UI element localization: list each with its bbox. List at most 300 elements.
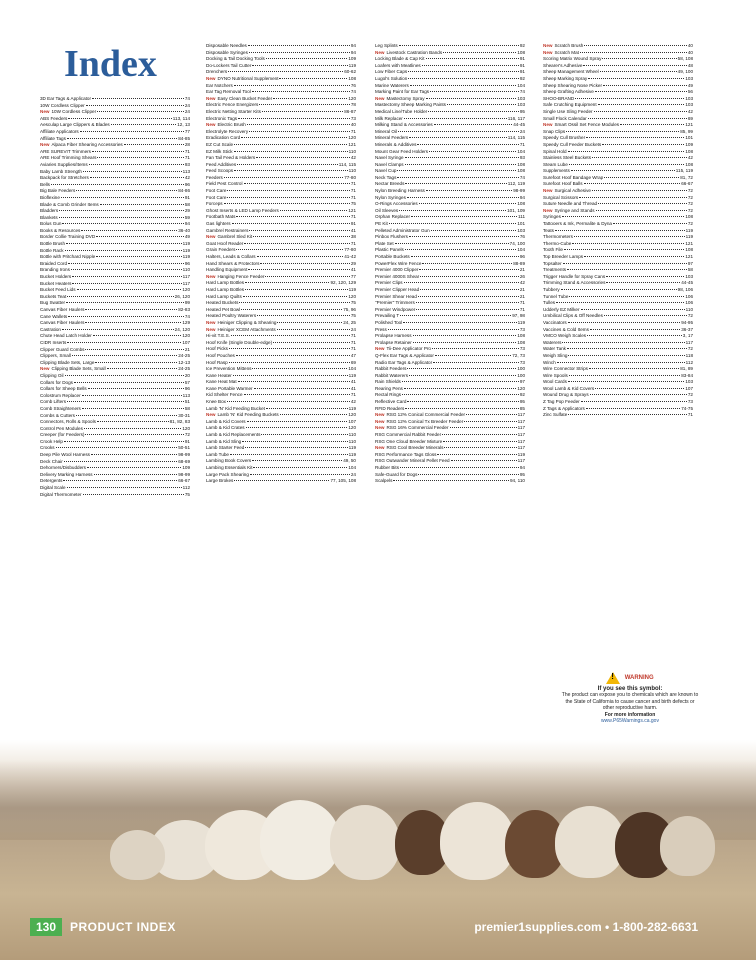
entry-name: Nectar Breeds [375,181,405,187]
leader-dots [80,131,184,132]
new-badge: New [543,43,553,48]
index-entry [375,412,525,419]
index-entry [40,116,190,123]
index-entry [40,347,190,354]
entry-page: 117 [685,339,693,345]
entry-name: Branding Irons [40,267,70,273]
index-entry [40,478,190,485]
prop65-warning [560,672,700,724]
entry-name: Mastectomy Spray [386,95,425,101]
leader-dots [442,434,517,435]
entry-page: 81, 72 [680,174,693,180]
leader-dots [92,98,184,99]
entry-page: 110 [685,306,693,312]
entry-name: Bottle with Pritchard Nipple [40,254,96,260]
index-entry [206,43,356,50]
leader-dots [405,183,506,184]
index-entry [543,214,693,221]
leader-dots [82,395,182,396]
index-entry [543,280,693,287]
entry-page: 38 [350,234,356,240]
leader-dots [92,151,184,152]
index-entry [206,379,356,386]
leader-dots [97,111,184,112]
leader-dots [398,131,519,132]
index-entry [375,425,525,432]
leader-dots [273,342,350,343]
entry-page: 95 [519,108,525,114]
entry-name: Aviaries Supplies/Items [40,161,88,167]
index-column-4 [543,43,693,419]
leader-dots [236,355,350,356]
index-entry [206,340,356,347]
leader-dots [409,137,507,138]
new-badge: New [543,207,553,213]
entry-name: Thermometers [543,234,573,240]
index-entry [375,175,525,182]
entry-name: Ice Prevention Mittens [206,366,252,372]
entry-name: Books & Resources [40,227,81,233]
leader-dots [245,289,348,290]
leader-dots [238,118,350,119]
entry-page: 119 [348,405,356,411]
leader-dots [402,381,519,382]
leader-dots [100,204,184,205]
entry-page: 112 [182,485,190,491]
index-entry [206,175,356,182]
index-column-3 [375,43,525,485]
index-entry [375,109,525,116]
leader-dots [72,276,182,277]
leader-dots [253,467,347,468]
entry-name: Orphan Replacer [375,214,410,220]
leader-dots [257,256,344,257]
entry-page: 121 [348,141,356,147]
leader-dots [85,434,183,435]
leader-dots [252,368,347,369]
index-entry [375,254,525,261]
entry-name: EZ Milk Stick [206,148,233,154]
leader-dots [588,118,687,119]
leader-dots [588,78,684,79]
index-entry [543,50,693,57]
leader-dots [224,203,350,204]
page-number-badge: 130 [30,918,62,936]
leader-dots [606,282,680,283]
leader-dots [63,480,177,481]
index-entry [375,465,525,472]
entry-page: 117 [517,412,525,418]
leader-dots [244,243,350,244]
entry-name: Premier Clipper Head [375,286,420,292]
entry-page: 51 [184,399,190,405]
index-entry [206,478,356,485]
entry-page: 98-99 [178,471,190,477]
index-entry [543,373,693,380]
entry-name: Drenchers [206,69,228,75]
leader-dots [245,282,329,283]
new-badge: New [40,109,50,115]
index-entry [375,340,525,347]
index-entry [543,228,693,235]
entry-page: 99 [184,300,190,306]
leader-dots [579,197,687,198]
entry-page: 77-80 [344,247,356,253]
leader-dots [76,190,177,191]
leader-dots [59,217,184,218]
entry-page: 75 [350,201,356,207]
entry-page: 66-67 [178,478,190,484]
entry-name: Z Tag Pop Feeder [543,399,580,405]
index-entry [206,472,356,479]
entry-page: 119 [517,319,525,325]
index-entry [543,221,693,228]
entry-name: Canvas Fiber Haulers [40,320,85,326]
index-entry [375,261,525,268]
leader-dots [66,243,182,244]
entry-name: Locking Blade & Cap Kit [375,56,425,62]
index-entry [375,162,525,169]
entry-name: Bioflexine [40,194,60,200]
index-entry [543,188,693,195]
leader-dots [416,309,519,310]
index-entry [206,307,356,314]
entry-name: Rabbit Waterers [375,372,409,378]
new-badge: New [375,445,385,451]
leader-dots [447,104,516,105]
leader-dots [404,388,516,389]
index-entry [543,175,693,182]
warning-body: The product can expose you to chemicals which are known to the State of California to cause cancer and birth defects or other reproductive harm. [561,692,699,712]
entry-name: Weigh Sling [543,352,568,358]
entry-name: Ear Notchers [206,82,233,88]
entry-name: Z Tags & Applicators [543,405,585,411]
entry-page: 3, 17 [682,333,693,339]
entry-page: 20 [184,372,190,378]
leader-dots [569,375,680,376]
entry-page: 85 [519,405,525,411]
leader-dots [259,104,350,105]
index-entry [206,247,356,254]
entry-name: Do-Lockers Tail Cutter [206,62,252,68]
entry-name: O-Rings Accessories [375,201,418,207]
entry-page: 24, 120 [174,326,190,332]
entry-name: Collars for Dogs [40,379,73,385]
index-entry [375,320,525,327]
entry-name: Eradication Cord [206,135,241,141]
entry-page: 108 [685,214,693,220]
index-entry [40,300,190,307]
index-entry [375,76,525,83]
entry-name: Syringe and Stands [554,207,595,213]
entry-page: 111 [518,214,525,220]
entry-name: Topsalter [543,260,562,266]
index-entry [543,83,693,90]
index-entry [40,241,190,248]
index-entry [40,162,190,169]
index-entry [206,76,356,83]
entry-name: Digital Scale [40,485,66,491]
leader-dots [571,170,675,171]
entry-name: RSG 16% Commercial Feeder [386,425,449,431]
entry-name: Marine Waterers [375,82,409,88]
leader-dots [68,316,184,317]
index-entry [206,333,356,340]
entry-name: Kane Heater [206,372,232,378]
entry-page: 92, 120, 129 [330,280,356,286]
leader-dots [82,408,184,409]
entry-name: Heated Poultry Waterers [206,313,257,319]
leader-dots [595,91,687,92]
entry-name: Clipping Blade Sets, Small [51,366,106,372]
index-entry [40,386,190,393]
entry-name: Steam Lube [543,161,568,167]
entry-name: Lambing Book Covers [206,458,252,464]
leader-dots [234,170,348,171]
entry-name: Bucket Holders [40,274,72,280]
index-entry [40,136,190,143]
entry-name: Pinbox Flushers [375,234,408,240]
entry-name: Deep Pile Wool Harness [40,452,90,458]
leader-dots [91,454,177,455]
entry-page: 76 [350,82,356,88]
entry-name: Heated Pet Bowl [206,306,241,312]
entry-name: Scratch Mat [554,49,579,55]
index-entry [543,168,693,175]
entry-page: 91 [350,221,356,227]
warning-link[interactable]: www.P65Warnings.ca.gov [601,718,659,725]
entry-name: Crooks [40,445,55,451]
index-entry [206,221,356,228]
index-entry [40,314,190,321]
entry-page: 75 [350,313,356,319]
leader-dots [234,85,350,86]
leader-dots [248,269,350,270]
new-badge: New [206,75,216,81]
entry-page: 107 [685,385,693,391]
index-entry [375,149,525,156]
index-entry [543,69,693,76]
index-entry [543,346,693,353]
entry-name: Lamb 'N' Kid Feeding Buckets [217,412,279,418]
index-entry [40,373,190,380]
entry-page: 72 [687,346,693,352]
leader-dots [568,381,684,382]
index-entry [206,208,356,215]
entry-name: Prolapse Retainer [375,339,412,345]
footer-section-label: PRODUCT INDEX [70,920,176,934]
leader-dots [592,190,687,191]
entry-page: 40 [687,49,693,55]
leader-dots [238,381,350,382]
leader-dots [111,124,177,125]
entry-page: 94-95 [681,319,693,325]
leader-dots [262,111,343,112]
leader-dots [596,210,687,211]
entry-name: Marking Paint for Ear Tags [375,89,430,95]
entry-page: 119 [182,241,190,247]
entry-name: Lamb 'N' Kid Feeding Bucket [206,405,265,411]
entry-page: 71 [519,306,525,312]
leader-dots [399,210,506,211]
entry-page: 85, 99 [680,128,693,134]
entry-name: Surefoot Hoof Balls [543,181,583,187]
leader-dots [266,58,348,59]
leader-dots [89,164,184,165]
entry-name: Udderly EZ Milker [543,306,580,312]
entry-page: 104 [348,366,356,372]
new-badge: New [40,366,50,372]
index-entry [206,353,356,360]
entry-name: Backpack for Stretchers [40,175,89,181]
entry-name: Sheep Management Wheel [543,69,599,75]
index-entry [206,89,356,96]
leader-dots [594,111,687,112]
index-entry [40,109,190,116]
index-entry [543,162,693,169]
leader-dots [416,302,519,303]
index-entry [543,201,693,208]
index-entry [40,96,190,103]
index-entry [206,83,356,90]
entry-name: Aesculap Large Clippers & Blades [40,122,110,128]
entry-name: Hard Lamp Bottles [206,286,245,292]
entry-name: Disposable Needles [206,43,247,48]
leader-dots [248,45,350,46]
entry-name: Shearer's Adhesive [543,62,583,68]
entry-name: Rubber Bits [375,465,400,470]
entry-name: Disposable Syringes [206,49,248,55]
leader-dots [64,461,178,462]
entry-page: 94 [350,49,356,55]
index-entry [375,458,525,465]
entry-page: 103 [685,102,693,108]
index-entry [40,399,190,406]
index-entry [40,208,190,215]
entry-name: Lamb & Kid Crates [206,425,245,431]
entry-name: Detergents [40,478,63,484]
index-entry [375,379,525,386]
leader-dots [408,71,519,72]
leader-dots [407,401,518,402]
index-entry [375,135,525,142]
entry-name: Bug Swatter [40,300,66,306]
entry-name: PE Kit [375,221,388,227]
entry-name: Nylon Syringes [375,194,406,200]
entry-name: Wire Connector Strips [543,366,588,372]
leader-dots [242,441,347,442]
entry-page: 29 [184,208,190,214]
index-entry [543,294,693,301]
index-entry [206,155,356,162]
entry-page: 112 [685,359,693,365]
entry-name: Leg Splints [375,43,398,48]
entry-page: 24, 25 [343,319,356,325]
entry-name: Lugol's Solution [375,75,408,81]
leader-dots [67,138,177,139]
entry-page: 42 [519,280,525,286]
new-badge: New [375,412,385,418]
index-entry [40,459,190,466]
entry-name: Baby Lamb Strength [40,168,82,174]
entry-page: 72 [687,313,693,319]
index-entry [40,142,190,149]
index-entry [40,287,190,294]
leader-dots [227,190,349,191]
entry-name: Grain Feeders [206,247,236,253]
index-entry [375,241,525,248]
index-entry [206,274,356,281]
entry-page: 110 [348,438,356,444]
entry-name: Combs & Cutters [40,412,75,418]
index-entry [543,109,693,116]
entry-name: Tii-Dee Applicator Pro [386,346,431,352]
entry-page: 44-45 [681,280,693,286]
entry-page: 121 [348,207,356,213]
index-entry [375,353,525,360]
entry-page: 42 [350,399,356,405]
leader-dots [51,184,184,185]
index-entry [543,320,693,327]
index-entry [375,333,525,340]
sheep-image [440,802,515,880]
leader-dots [443,441,517,442]
entry-page: 57 [184,379,190,385]
footer-website[interactable]: premier1supplies.com • 1-800-282-6631 [474,920,698,934]
leader-dots [429,151,516,152]
entry-page: 98-99 [513,188,525,194]
index-entry [206,346,356,353]
leader-dots [245,447,347,448]
entry-name: Surgical Scissors [543,194,579,200]
leader-dots [413,342,517,343]
entry-page: 73 [350,115,356,121]
leader-dots [584,183,681,184]
leader-dots [402,394,519,395]
index-entry [543,149,693,156]
entry-page: 96 [184,386,190,392]
entry-name: Pelleted Administrator Gun [375,227,430,233]
index-entry [375,188,525,195]
entry-name: 10W Cordless Clipper [40,102,85,108]
entry-page: 72 [687,221,693,227]
entry-name: Kid Shelter Fence [206,392,243,398]
leader-dots [420,276,519,277]
leader-dots [600,71,677,72]
index-entry [375,392,525,399]
sheep-image [110,830,165,880]
entry-name: Hoof Picks [206,346,228,352]
entry-page: 120 [182,333,190,339]
entry-name: Tunnel Tube [543,293,569,299]
index-entry [40,215,190,222]
index-entry [543,129,693,136]
entry-name: Gambrel Sled Kit [217,234,253,240]
entry-page: 71 [184,155,190,161]
entry-name: Supplements [543,168,570,174]
entry-page: 117 [517,445,525,451]
entry-page: 103 [517,95,525,101]
entry-page: 50-51 [178,445,190,451]
new-badge: New [206,326,216,332]
index-column-1 [40,96,190,498]
entry-page: 49, 50 [343,458,356,464]
entry-name: Umbilical Clips & Off Needles [543,313,603,319]
index-entry [375,300,525,307]
leader-dots [72,355,177,356]
leader-dots [229,348,350,349]
index-entry [206,432,356,439]
